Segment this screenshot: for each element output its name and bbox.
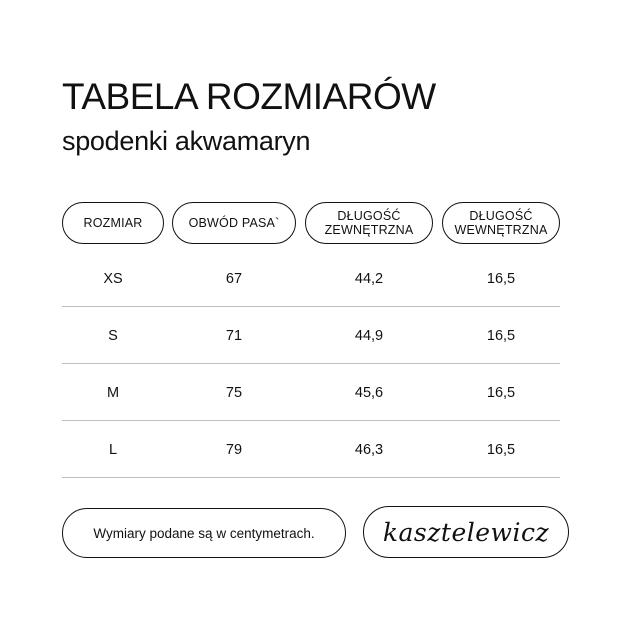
header-rozmiar-label: ROZMIAR xyxy=(83,215,143,230)
cell-size: L xyxy=(108,441,118,458)
cell-outer-length: 46,3 xyxy=(354,441,384,458)
header-dlugosc-wewnetrzna-line1: DŁUGOŚĆ xyxy=(469,208,533,223)
cell-inner-length: 16,5 xyxy=(486,270,516,287)
header-obwod-pasa-label: OBWÓD PASA` xyxy=(188,215,280,230)
brand-logo xyxy=(363,506,569,558)
table-row xyxy=(62,308,560,364)
header-obwod-pasa xyxy=(172,202,296,244)
row-divider xyxy=(62,420,560,421)
cell-size: XS xyxy=(103,270,123,287)
measurement-note xyxy=(62,508,346,558)
cell-inner-length: 16,5 xyxy=(486,327,516,344)
cell-outer-length: 45,6 xyxy=(354,384,384,401)
cell-size: M xyxy=(106,384,120,401)
row-divider xyxy=(62,306,560,307)
header-dlugosc-zewnetrzna xyxy=(305,202,433,244)
cell-waist: 71 xyxy=(225,327,243,344)
header-dlugosc-wewnetrzna-line2: WEWNĘTRZNA xyxy=(454,223,548,237)
cell-waist: 79 xyxy=(225,441,243,458)
measurement-note-text: Wymiary podane są w centymetrach. xyxy=(93,525,315,541)
header-rozmiar xyxy=(62,202,164,244)
table-row xyxy=(62,251,560,307)
table-row xyxy=(62,365,560,421)
header-dlugosc-wewnetrzna xyxy=(442,202,560,244)
cell-outer-length: 44,9 xyxy=(354,327,384,344)
header-dlugosc-zewnetrzna-line1: DŁUGOŚĆ xyxy=(337,208,401,223)
cell-waist: 67 xyxy=(225,270,243,287)
table-row xyxy=(62,422,560,478)
page-subtitle: spodenki akwamaryn xyxy=(62,126,311,156)
cell-inner-length: 16,5 xyxy=(486,384,516,401)
brand-logo-text: kasztelewicz xyxy=(382,517,550,547)
cell-outer-length: 44,2 xyxy=(354,270,384,287)
cell-waist: 75 xyxy=(225,384,243,401)
row-divider xyxy=(62,477,560,478)
row-divider xyxy=(62,363,560,364)
header-dlugosc-zewnetrzna-line2: ZEWNĘTRZNA xyxy=(324,223,414,237)
cell-inner-length: 16,5 xyxy=(486,441,516,458)
page-title: TABELA ROZMIARÓW xyxy=(62,76,436,117)
cell-size: S xyxy=(108,327,118,344)
